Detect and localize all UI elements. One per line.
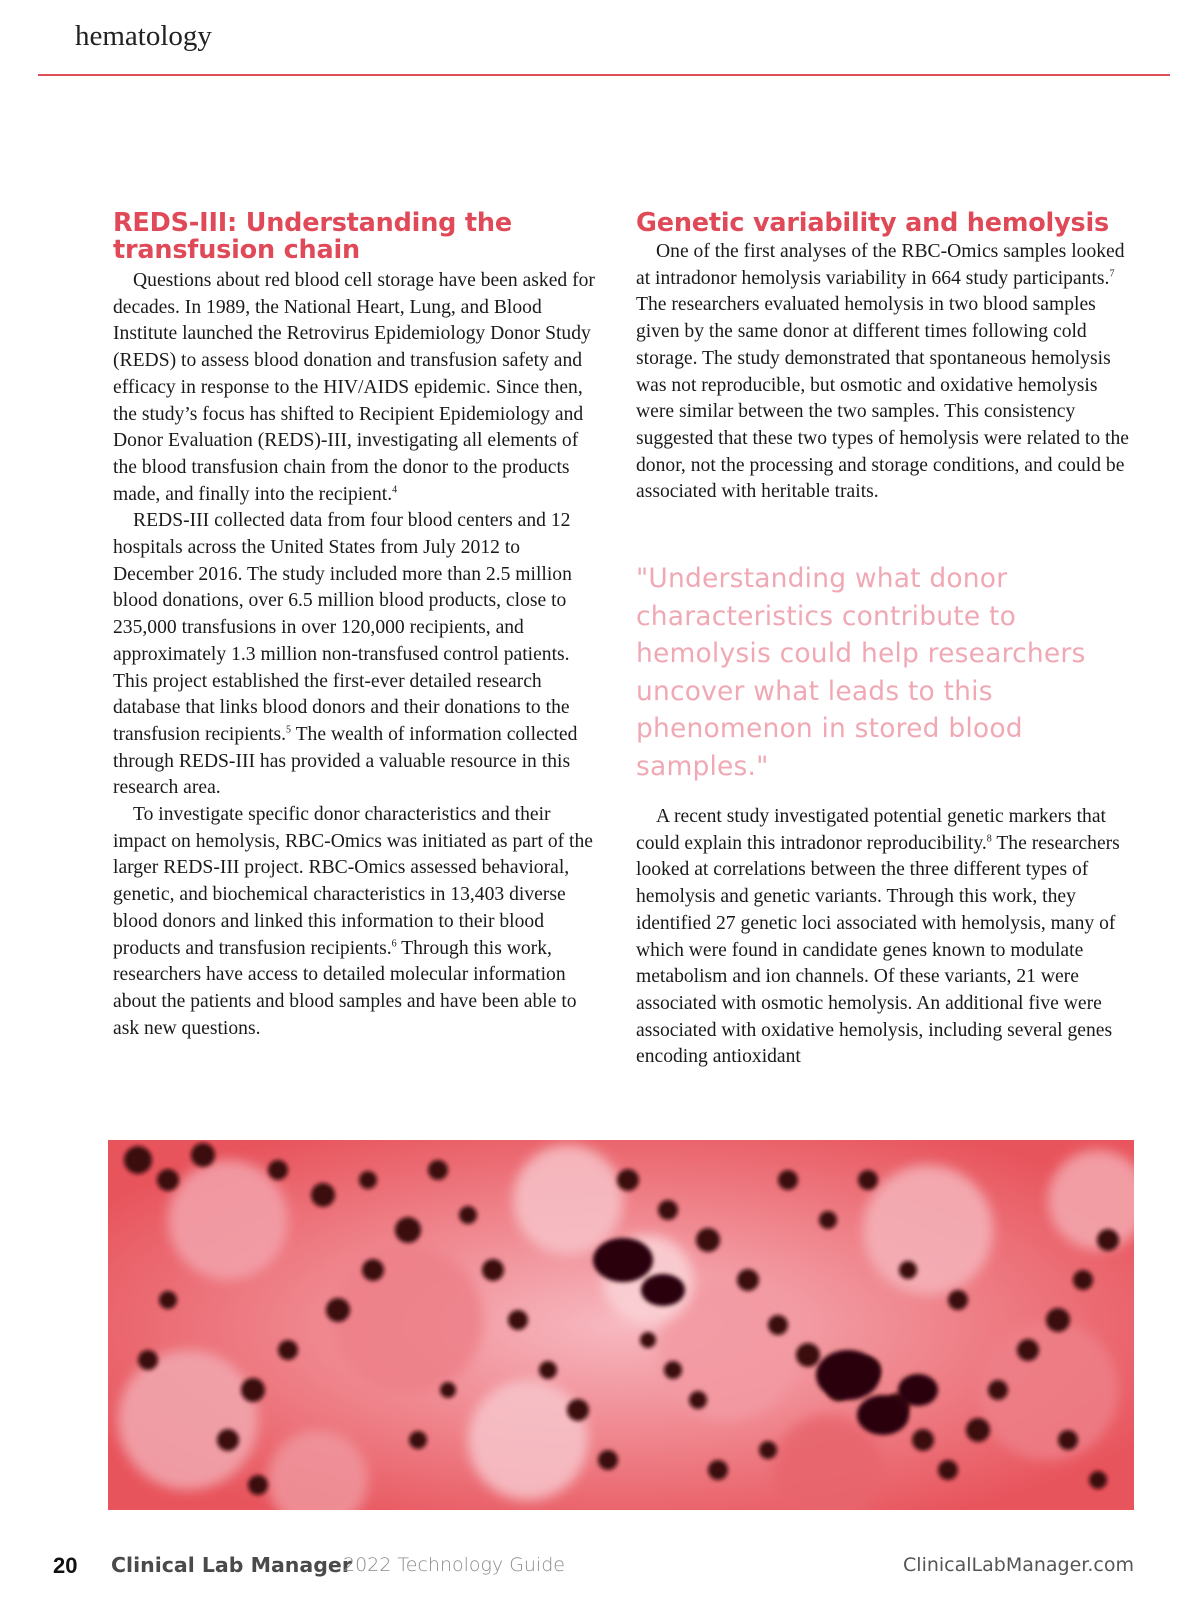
footer [0, 1553, 1200, 1593]
right-paragraph-1-text: One of the first analyses of the RBC-Omics samples looked at intradonor hemolysis variability in 664 study participants. [636, 241, 1125, 289]
blood-cells-micrograph [108, 1140, 1134, 1510]
reference-4: 4 [392, 484, 398, 496]
section-label: hematology [75, 20, 212, 52]
right-paragraph-1-tail: The researchers evaluated hemolysis in two blood samples given by the same donor at different times following cold storage. The study demonstrated that spontaneous hemolysis was not reproducible, but osmotic and oxidative hemolysis were similar between the two samples. This consistency suggested that these two types of hemolysis were related to the donor, not the processing and storage conditions, and could be associated with heritable traits. [636, 294, 1129, 503]
issue-title: 2022 Technology Guide [343, 1554, 565, 1576]
right-column [636, 210, 1138, 506]
pull-quote: "Understanding what donor characteristics contribute to hemolysis could help researchers uncover what leads to this phenomenon in stored blood samples." [636, 563, 1086, 782]
right-paragraph-2-text: A recent study investigated potential genetic markers that could explain this intradonor reproducibility. [636, 806, 1106, 854]
page-number: 20 [53, 1553, 78, 1578]
right-paragraph-2-tail: The researchers looked at correlations between the three different types of hemolysis and genetic variants. Through this work, they identified 27 genetic loci associated with hemolysis, many of which were found in candidate genes known to modulate metabolism and ion channels. Of these variants, 21 were associated with osmotic hemolysis. An additional five were associated with oxidative hemolysis, including several genes encoding antioxidant [636, 832, 1120, 1068]
reference-8: 8 [986, 833, 992, 845]
left-heading: REDS-III: Understanding the transfusion chain [113, 208, 512, 265]
left-paragraph-3-tail: Through this work, researchers have access to detailed molecular information about the patients and blood samples and have been able to ask new questions. [113, 937, 577, 1039]
left-column [113, 210, 598, 1042]
blood-cells-micrograph-icon [108, 1140, 1134, 1510]
website-link[interactable]: ClinicalLabManager.com [903, 1554, 1134, 1576]
left-paragraph-3 [113, 802, 598, 1042]
left-paragraph-2-text: REDS-III collected data from four blood centers and 12 hospitals across the United States from July 2012 to December 2016. The study included more than 2.5 million blood donations, over 6.5 million blood products, close to 235,000 transfusions in over 120,000 recipients, and approximately 1.3 million non-transfused control patients. This project established the first-ever detailed research database that links blood donors and their donations to the transfusion recipients. [113, 510, 572, 745]
left-paragraph-2 [113, 508, 598, 802]
reference-7: 7 [1109, 268, 1115, 280]
left-paragraph-3-text: To investigate specific donor characteristics and their impact on hemolysis, RBC-Omics was initiated as part of the larger REDS-III project. RBC-Omics assessed behavioral, genetic, and biochemical characteristics in 13,403 diverse blood donors and linked this information to their blood products and transfusion recipients. [113, 804, 593, 959]
left-paragraph-2-tail: The wealth of information collected through REDS-III has provided a valuable resource in this research area. [113, 723, 578, 799]
right-paragraph-1 [636, 239, 1138, 506]
right-paragraph-2 [636, 804, 1138, 1071]
header-rule [38, 74, 1170, 76]
right-column-continued [636, 804, 1138, 1071]
reference-6: 6 [391, 938, 397, 950]
magazine-brand: Clinical Lab Manager [111, 1553, 352, 1577]
left-paragraph-1 [113, 268, 598, 508]
right-heading: Genetic variability and hemolysis [636, 208, 1110, 238]
left-paragraph-1-text: Questions about red blood cell storage have been asked for decades. In 1989, the National Heart, Lung, and Blood Institute launched the Retrovirus Epidemiology Donor Study (REDS) to assess blood donation and transfusion safety and efficacy in response to the HIV/AIDS epidemic. Since then, the study’s focus has shifted to Recipient Epidemiology and Donor Evaluation (REDS)-III, investigating all elements of the blood transfusion chain from the donor to the products made, and finally into the recipient. [113, 270, 595, 505]
reference-5: 5 [286, 724, 292, 736]
